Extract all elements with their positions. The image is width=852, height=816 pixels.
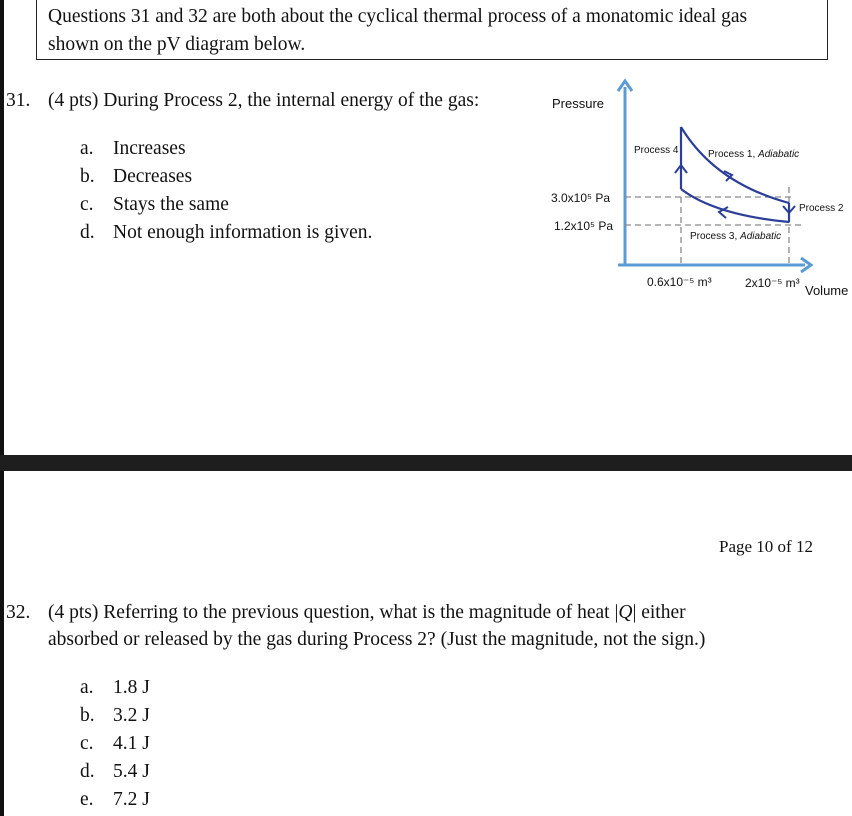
question-32-text-b: | either: [632, 602, 686, 623]
choice-text: 7.2 J: [113, 789, 150, 810]
question-32-text-line2: absorbed or released by the gas during Process 2? (Just the magnitude, not the sign.): [48, 629, 706, 650]
x-axis-label: Volume: [805, 283, 849, 298]
choice-letter: e.: [80, 789, 94, 810]
choice-letter: a.: [80, 138, 94, 159]
process-1-label: Process 1, Adiabatic: [708, 149, 800, 160]
choice-letter: c.: [80, 194, 94, 215]
process-4-label: Process 4: [634, 145, 679, 156]
question-31-number: 31.: [6, 90, 31, 111]
question-32: [6, 599, 836, 653]
q32-choice-c: [80, 730, 150, 758]
choice-letter: b.: [80, 705, 95, 726]
p-low-label: 1.2x10⁵ Pa: [554, 219, 614, 233]
pv-diagram: [540, 75, 852, 305]
choice-text: 4.1 J: [113, 733, 150, 754]
y-axis-label: Pressure: [552, 96, 605, 111]
choice-text: Decreases: [113, 166, 193, 187]
choice-letter: a.: [80, 677, 94, 698]
process-3-curve: [681, 189, 789, 222]
intro-line-2: shown on the pV diagram below.: [48, 34, 306, 55]
page-number: Page 10 of 12: [719, 537, 813, 556]
choice-letter: d.: [80, 761, 95, 782]
q31-choice-a: [80, 135, 186, 163]
choice-text: 5.4 J: [113, 761, 150, 782]
intro-box: [36, 0, 828, 60]
choice-letter: d.: [80, 222, 95, 243]
question-31-text: (4 pts) During Process 2, the internal energy of the gas:: [48, 90, 480, 111]
q31-choice-c: [80, 191, 229, 219]
process-2-label: Process 2: [799, 203, 844, 214]
choice-letter: b.: [80, 166, 95, 187]
q32-choice-d: [80, 758, 150, 786]
question-32-number: 32.: [6, 602, 31, 623]
process-1-curve: [681, 127, 789, 203]
page-divider: [0, 455, 852, 471]
process-3-label: Process 3, Adiabatic: [690, 231, 782, 242]
q31-choice-d: [80, 219, 372, 247]
q32-choice-b: [80, 702, 150, 730]
choice-text: 1.8 J: [113, 677, 150, 698]
q32-choice-e: [80, 786, 150, 814]
choice-letter: c.: [80, 733, 94, 754]
q31-choice-b: [80, 163, 192, 191]
question-32-text-a: (4 pts) Referring to the previous question, what is the magnitude of heat |: [48, 602, 619, 623]
question-32-q-symbol: Q: [618, 602, 633, 623]
v-high-label: 2x10⁻⁵ m³: [745, 276, 800, 290]
question-31: [6, 87, 479, 114]
v-low-label: 0.6x10⁻⁵ m³: [647, 275, 712, 289]
choice-text: Increases: [113, 138, 186, 159]
p-high-label: 3.0x10⁵ Pa: [551, 191, 611, 205]
choice-text: 3.2 J: [113, 705, 150, 726]
choice-text: Not enough information is given.: [113, 222, 373, 243]
intro-line-1: Questions 31 and 32 are both about the cyclical thermal process of a monatomic ideal gas: [48, 6, 748, 27]
q32-choice-a: [80, 674, 150, 702]
choice-text: Stays the same: [113, 194, 229, 215]
